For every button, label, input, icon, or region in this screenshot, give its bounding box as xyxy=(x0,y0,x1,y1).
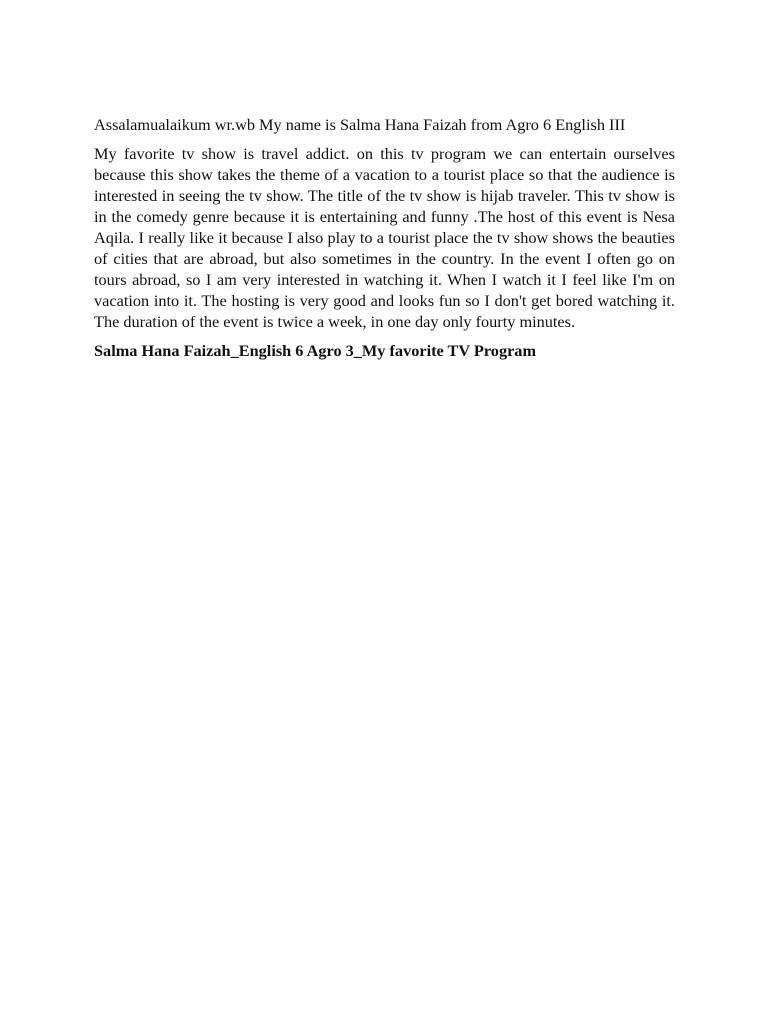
document-content xyxy=(94,114,675,369)
greeting-paragraph: Assalamualaikum wr.wb My name is Salma Hana Faizah from Agro 6 English III xyxy=(94,115,626,134)
signoff-line: Salma Hana Faizah_English 6 Agro 3_My favorite TV Program xyxy=(94,341,537,360)
body-paragraph: My favorite tv show is travel addict. on this tv program we can entertain ourselves because this show takes the theme of a vacation to a tourist place so that the audience is interested in seeing the tv show. The title of the tv show is hijab traveler. This tv show is in the comedy genre because it is entertaining and funny .The host of this event is Nesa Aqila. I really like it because I also play to a tourist place the tv show shows the beauties of cities that are abroad, but also sometimes in the country. In the event I often go on tours abroad, so I am very interested in watching it. When I watch it I feel like I'm on vacation into it. The hosting is very good and looks fun so I don't get bored watching it. The duration of the event is twice a week, in one day only fourty minutes. xyxy=(94,144,675,331)
